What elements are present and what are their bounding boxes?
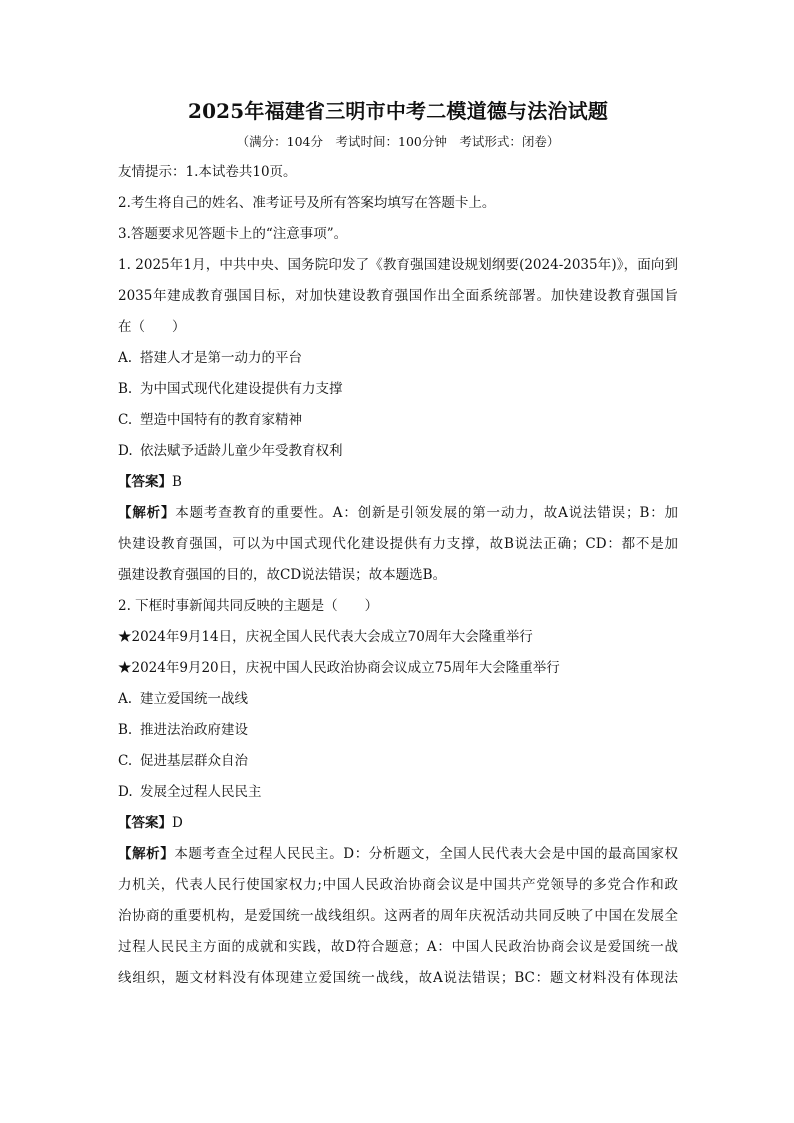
note-line: 2.考生将自己的姓名、准考证号及所有答案均填写在答题卡上。 — [118, 195, 496, 211]
option-text: 为中国式现代化建设提供有力支撑 — [140, 381, 343, 397]
option-text: 塑造中国特有的教育家精神 — [140, 412, 302, 428]
question-2-analysis: 力机关，代表人民行使国家权力;中国人民政治协商会议是中国共产党领导的多党合作和政 — [118, 877, 678, 893]
analysis-text: 本题考查教育的重要性。A：创新是引领发展的第一动力，故A说法错误；B：加 — [175, 505, 678, 521]
question-2-option-c — [118, 746, 678, 777]
question-2-analysis: 线组织，题文材料没有体现建立爱国统一战线，故A说法错误；BC：题文材料没有体现法 — [118, 970, 678, 986]
option-text: 推进法治政府建设 — [140, 722, 248, 738]
analysis-text: 本题考查全过程人民民主。D：分析题文，全国人民代表大会是中国的最高国家权 — [174, 846, 678, 862]
question-1-stem: 在（ ） — [118, 319, 186, 335]
option-letter: B. — [118, 722, 133, 738]
option-letter: A. — [118, 350, 133, 366]
question-2-analysis — [118, 839, 678, 870]
analysis-label: 【解析】 — [118, 846, 175, 862]
exam-info: （满分：104分 考试时间：100分钟 考试形式：闭卷） — [236, 134, 560, 149]
answer-label: 【答案】 — [118, 815, 172, 831]
note-line: 3.答题要求见答题卡上的“注意事项”。 — [118, 226, 348, 242]
option-letter: D. — [118, 443, 133, 459]
question-1-stem: 2035年建成教育强国目标，对加快建设教育强国作出全面系统部署。加快建设教育强国旨 — [118, 288, 678, 304]
option-text: 搭建人才是第一动力的平台 — [140, 350, 302, 366]
option-letter: C. — [118, 753, 133, 769]
question-2-analysis: 过程人民民主方面的成就和实践，故D符合题意；A：中国人民政治协商会议是爱国统一战 — [118, 939, 678, 955]
question-1-option-b — [118, 374, 678, 405]
option-letter: C. — [118, 412, 133, 428]
note-line: 友情提示：1.本试卷共10页。 — [118, 164, 297, 180]
question-1-option-a — [118, 343, 678, 374]
question-2-option-b — [118, 715, 678, 746]
analysis-label: 【解析】 — [118, 505, 176, 521]
answer-value: D — [172, 815, 183, 831]
exam-page — [118, 96, 678, 994]
option-text: 建立爱国统一战线 — [140, 691, 248, 707]
option-letter: A. — [118, 691, 133, 707]
option-letter: B. — [118, 381, 133, 397]
option-text: 促进基层群众自治 — [140, 753, 248, 769]
answer-value: B — [172, 474, 182, 490]
question-1-option-d — [118, 436, 678, 467]
question-2-option-a — [118, 684, 678, 715]
option-text: 依法赋予适龄儿童少年受教育权利 — [140, 443, 343, 459]
question-2-stem: 2. 下框时事新闻共同反映的主题是（ ） — [118, 598, 379, 614]
answer-label: 【答案】 — [118, 474, 172, 490]
question-1-analysis: 强建设教育强国的目的，故CD说法错误；故本题选B。 — [118, 567, 447, 583]
option-letter: D. — [118, 784, 133, 800]
question-1-answer — [118, 467, 678, 498]
question-1-analysis — [118, 498, 678, 529]
page-title: 2025年福建省三明市中考二模道德与法治试题 — [187, 99, 609, 123]
question-1-option-c — [118, 405, 678, 436]
question-2-answer — [118, 808, 678, 839]
question-2-option-d — [118, 777, 678, 808]
question-1-stem: 1. 2025年1月，中共中央、国务院印发了《教育强国建设规划纲要(2024-2035年)》，面向到 — [118, 257, 678, 273]
news-item: ★2024年9月20日，庆祝中国人民政治协商会议成立75周年大会隆重举行 — [118, 660, 560, 676]
question-1-analysis: 快建设教育强国，可以为中国式现代化建设提供有力支撑，故B说法正确；CD：都不是加 — [118, 536, 678, 552]
option-text: 发展全过程人民民主 — [140, 784, 262, 800]
news-item: ★2024年9月14日，庆祝全国人民代表大会成立70周年大会隆重举行 — [118, 629, 533, 645]
question-2-analysis: 治协商的重要机构，是爱国统一战线组织。这两者的周年庆祝活动共同反映了中国在发展全 — [118, 908, 678, 924]
